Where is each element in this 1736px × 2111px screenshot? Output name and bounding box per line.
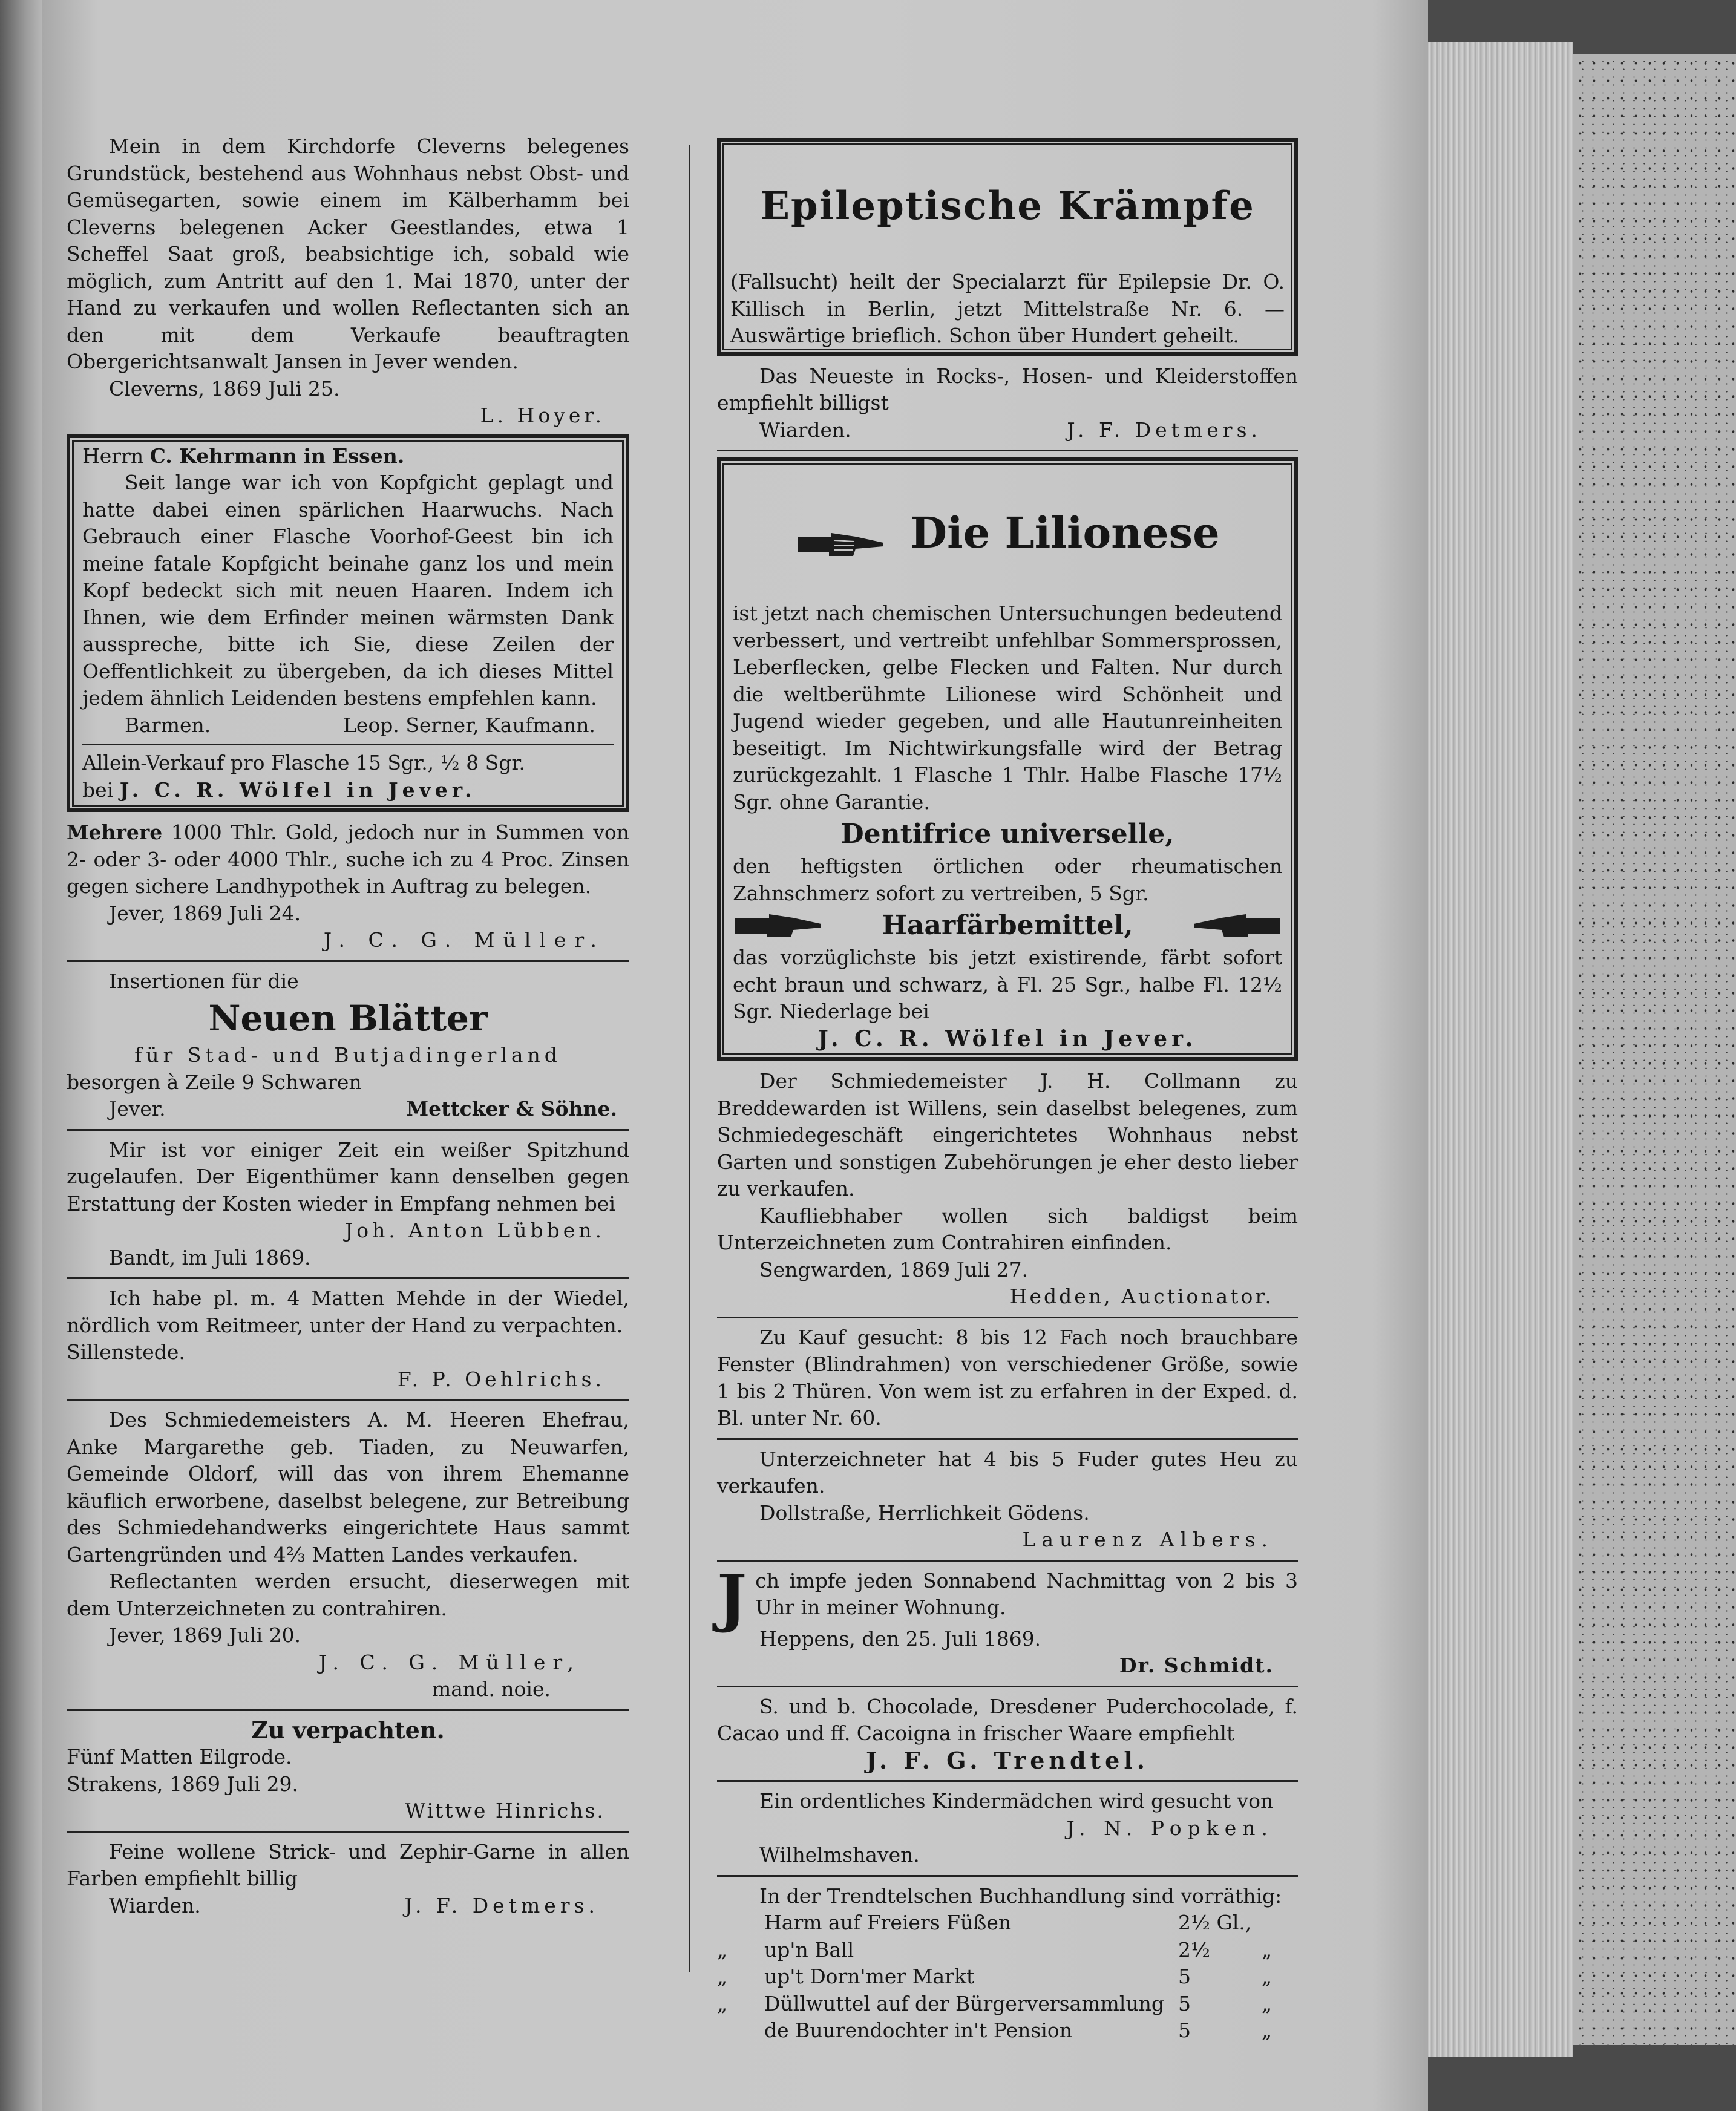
signature: Mettcker & Söhne. [406,1097,617,1121]
product-text: das vorzüglichste bis jetzt existirende, färbt sofort echt braun und schwarz, à Fl. 25 Sgr., halbe Fl. 12½ Sgr. Niederlage bei [733,946,1282,1023]
signature: Laurenz Albers. [1022,1528,1274,1551]
ad-text: 1000 Thlr. Gold, jedoch nur in Summen von 2- oder 3- oder 4000 Thlr., suche ich zu 4 Proc. Zinsen gegen sichere Landhypothek in Auftrag zu belegen. [67,820,629,898]
rule [717,1317,1298,1318]
drop-cap: J [717,1560,747,1635]
left-column [67,133,629,1919]
pointing-hand-right-icon [733,912,824,940]
dateline: Bandt, im Juli 1869. [109,1245,311,1269]
ad-kindermaedchen [717,1788,1298,1869]
vendor: J. C. R. Wölfel in Jever. [817,1026,1197,1052]
book-price: 2½ Gl., [1178,1911,1252,1934]
ad-schmiede-haus [67,1407,629,1703]
rule [67,1399,629,1401]
speckled-book-cover [1573,54,1736,2045]
rule [717,1560,1298,1562]
ad-title-row: Die Lilionese [733,508,1282,558]
product-text: den heftigsten örtlichen oder rheumatischen Zahnschmerz sofort zu vertreiben, 5 Sgr. [733,854,1282,905]
book-price: 5 [1178,1965,1191,1988]
signature: Wittwe Hinrichs. [405,1799,605,1822]
line: für Stad- und Butjadingerland [134,1043,562,1067]
ad-buchhandlung [717,1883,1298,2044]
rule [717,1780,1298,1782]
rule [717,1686,1298,1687]
book-unit [1262,1910,1298,1937]
rule [67,1277,629,1279]
dateline: Heppens, den 25. Juli 1869. [759,1626,1041,1651]
rule [67,960,629,962]
ad-impfen [717,1560,1298,1680]
book-title: Düllwuttel auf der Bürgerversammlung [764,1991,1164,2015]
book-unit: „ [1262,1991,1273,2015]
ad-text: Feine wollene Strick- und Zephir-Garne in allen Farben empfiehlt billig [67,1839,629,1890]
signature: J. C. G. Müller. [323,928,605,952]
ad-text: Mir ist vor einiger Zeit ein weißer Spitzhund zugelaufen. Der Eigenthümer kann denselben gegen Erstattung der Kosten wieder in Empfang nehmen bei [67,1137,629,1216]
book-title: up'n Ball [764,1937,854,1962]
ad-text: Das Neueste in Rocks-, Hosen- und Kleiderstoffen empfiehlt billigst [717,364,1298,414]
dateline: Cleverns, 1869 Juli 25. [109,376,340,401]
book-unit: „ [1262,2018,1273,2042]
ad-text: Ich habe pl. m. 4 Matten Mehde in der Wiedel, nördlich vom Reitmeer, unter der Hand zu verpachten. [67,1286,629,1337]
facing-page-edge [0,0,42,2111]
place: Sillenstede. [67,1340,185,1364]
signature: J. F. Detmers. [404,1893,599,1917]
place: Barmen. [125,713,211,737]
rule [717,450,1298,451]
signature: F. P. Oehlrichs. [397,1367,605,1391]
book-mark: „ [717,1937,728,1962]
ad-text: ist jetzt nach chemischen Untersuchungen bedeutend verbessert, und vertreibt unfehlbar Sommersprossen, Leberflecken, gelbe Flecken und Falten. Nur durch die weltberühmte Lilionese wird Schönheit und Jugend wieder gegeben, und alle Hautunreinheiten beseitigt. Im Nichtwirkungsfalle wird der Betrag zurückgezahlt. 1 Flasche 1 Thlr. Halbe Flasche 17½ Sgr. ohne Garantie. [733,601,1282,814]
place: Dollstraße, Herrlichkeit Gödens. [759,1501,1090,1525]
ad-title: Epileptische Krämpfe [760,183,1255,229]
ad-lilionese-box [717,457,1298,1061]
signature: Hedden, Auctionator. [1009,1285,1274,1308]
ad-text: Des Schmiedemeisters A. M. Heeren Ehefrau, Anke Margarethe geb. Tiaden, zu Neuwarfen, Gemeinde Oldorf, will das von ihrem Ehemanne käuflich erworbene, daselbst belegene, zur Betreibung des Schmiedehandwerks eingerichtete Haus sammt Gartengründen und 4⅔ Matten Landes verkaufen. [67,1408,629,1566]
rule [717,1875,1298,1877]
product-title-row: Haarfärbemittel, [733,908,1282,943]
ad-text: Ein ordentliches Kindermädchen wird gesucht von [759,1789,1274,1813]
book-price: 5 [1178,2018,1191,2042]
ad-rockstoffe [717,363,1298,444]
ad-cleverns-property [67,133,629,430]
ad-garne [67,1839,629,1920]
book-mark [717,2017,759,2044]
book-price: 2½ [1178,1937,1210,1962]
rule [67,1709,629,1711]
rule [717,1438,1298,1440]
ad-heu [717,1446,1298,1554]
ad-text: Reflectanten werden ersucht, dieserwegen mit dem Unterzeichneten zu contrahiren. [67,1569,629,1620]
ad-text: ch impfe jeden Sonnabend Nachmittag von 2 bis 3 Uhr in meiner Wohnung. [755,1568,1298,1619]
column-divider [689,145,690,1972]
book-mark: „ [717,1965,728,1988]
signature: Dr. Schmidt. [1119,1654,1274,1677]
book-title: Harm auf Freiers Füßen [764,1911,1012,1934]
ad-text: Unterzeichneter hat 4 bis 5 Fuder gutes Heu zu verkaufen. [717,1447,1298,1497]
book-mark: „ [717,1991,728,2015]
pointing-hand-right-icon [795,519,886,547]
ad-collmann [717,1068,1298,1311]
ad-text: S. und b. Chocolade, Dresdener Puderchocolade, f. Cacao und ff. Cacoigna in frischer Waare empfiehlt [717,1694,1298,1745]
line: Fünf Matten Eilgrode. [67,1745,292,1769]
book-unit: „ [1262,1937,1273,1962]
lead-word: Mehrere [67,820,163,844]
signature: J. F. G. Trendtel. [866,1746,1149,1774]
signature: Leop. Serner, Kaufmann. [343,713,595,737]
book-price: 5 [1178,1991,1191,2015]
ad-mehde [67,1285,629,1393]
signature: Joh. Anton Lübben. [345,1219,605,1242]
ad-text: Kaufliebhaber wollen sich baldigst beim Unterzeichneten zum Contrahiren einfinden. [717,1203,1298,1254]
sale-line-2: bei J. C. R. Wölfel in Jever. [82,777,476,802]
ad-epilepsie-box [717,138,1298,356]
rule [67,1129,629,1131]
ad-neuen-blaetter [67,968,629,1123]
place: Wiarden. [759,417,851,442]
ad-text: Seit lange war ich von Kopfgicht geplagt und hatte dabei einen spärlichen Haarwuchs. Nach Gebrauch einer Flasche Voorhof-Geest bin ich meine fatale Kopfgicht beinahe ganz los und mein Kopf bedeckt sich mit neuen Haaren. Indem ich Ihnen, wie dem Erfinder meinen wärmsten Dank ausspreche, bitte ich Sie, diese Zeilen der Oeffentlichkeit zu übergeben, da ich dieses Mittel jedem ähnlich Leidenden bestens empfehlen kann. [82,471,614,710]
ad-text: Mein in dem Kirchdorfe Cleverns belegenes Grundstück, bestehend aus Wohnhaus nebst Obst- und Gemüsegarten, sowie einem im Kälberhamm bei Cleverns belegenen Acker Geestlandes, etwa 1 Scheffel Saat groß, beabsichtige ich, sobald wie möglich, zum Antritt auf den 1. Mai 1870, unter der Hand zu verkaufen und wollen Reflectanten sich an den mit dem Verkaufe beauftragten Obergerichtsanwalt Jansen in Jever wenden. [67,134,629,373]
book-list [717,1910,1298,2044]
product-title: Dentifrice universelle, [840,819,1174,849]
place: Jever. [109,1097,166,1121]
place: Wilhelmshaven. [759,1843,920,1867]
book-mark [717,1910,759,1937]
rule [82,744,614,745]
book-title: de Buurendochter in't Pension [764,2018,1072,2042]
signature: J. F. Detmers. [1067,417,1262,442]
line: besorgen à Zeile 9 Schwaren [67,1070,362,1094]
dateline: Sengwarden, 1869 Juli 27. [759,1257,1029,1281]
ad-text: Der Schmiedemeister J. H. Collmann zu Breddewarden ist Willens, sein daselbst belegenes, zum Schmiedegeschäft eingerichtetes Wohnhaus nebst Garten und sonstigen Zubehörungen je eher desto lieber zu verkaufen. [717,1069,1298,1200]
place: Wiarden. [109,1893,201,1917]
ad-chocolade [717,1694,1298,1775]
ad-text: (Fallsucht) heilt der Specialarzt für Epilepsie Dr. O. Killisch in Berlin, jetzt Mittelstraße Nr. 6. — Auswärtige brieflich. Schon über Hundert geheilt. [730,270,1285,347]
dateline: Jever, 1869 Juli 24. [109,901,301,925]
signature: L. Hoyer. [480,404,605,427]
line: Insertionen für die [109,969,299,993]
signature: J. N. Popken. [1066,1816,1274,1840]
salutation: Herrn C. Kehrmann in Essen. [82,443,405,468]
pointing-hand-left-icon [1191,912,1282,940]
ad-zu-verpachten [67,1717,629,1825]
ad-title: Zu verpachten. [251,1716,445,1744]
sale-line: Allein-Verkauf pro Flasche 15 Sgr., ½ 8 Sgr. [82,751,525,774]
place-signature-row [82,712,614,739]
signature-note: mand. noie. [431,1677,551,1701]
ad-mehrere-gold [67,819,629,954]
ad-text: In der Trendtelschen Buchhandlung sind vorräthig: [759,1884,1282,1908]
dateline: Strakens, 1869 Juli 29. [67,1772,299,1796]
page-fore-edge [1428,42,1573,2057]
book-title: up't Dorn'mer Markt [764,1965,975,1988]
ad-kopfgicht-box [67,434,629,813]
ad-title: Neuen Blätter [208,998,488,1039]
rule [67,1831,629,1833]
ad-text: Zu Kauf gesucht: 8 bis 12 Fach noch brauchbare Fenster (Blindrahmen) von verschiedener Größe, sowie 1 bis 2 Thüren. Von wem ist zu erfahren in der Exped. d. Bl. unter Nr. 60. [717,1325,1298,1430]
right-column [717,133,1298,2044]
book-unit: „ [1262,1965,1273,1988]
ad-fenster [717,1324,1298,1432]
ad-spitzhund [67,1137,629,1272]
signature: J. C. G. Müller, [318,1650,581,1674]
dateline: Jever, 1869 Juli 20. [109,1623,301,1647]
